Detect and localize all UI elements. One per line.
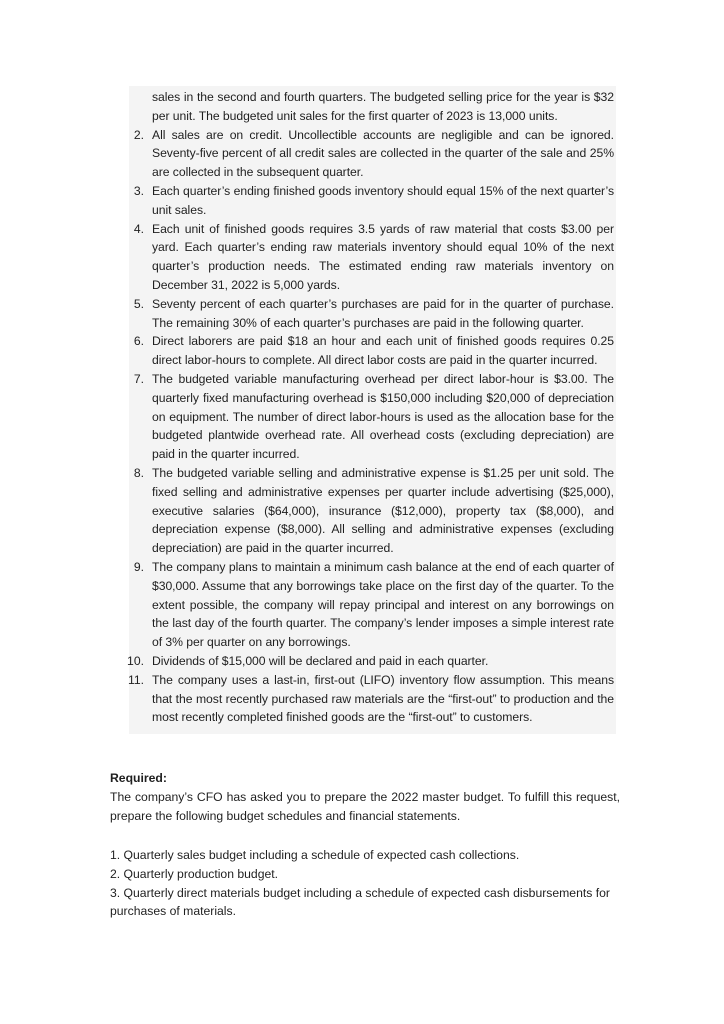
list-item-3 [0,182,724,220]
list-item-6 [0,332,724,370]
list-item-11 [0,671,724,727]
list-item-number: 8. [133,465,144,480]
list-item-text: The company uses a last-in, first-out (LIFO) inventory flow assumption. This means that the most recently purchased raw materials are the “first-out” to production and the most recently completed finished goods are the “first-out” to customers. [152,672,614,725]
required-list [110,846,620,921]
required-list-item: 3. Quarterly direct materials budget including a schedule of expected cash disbursements for purchases of materials. [110,885,610,919]
list-item-number: 7. [133,371,144,386]
list-item-number: 9. [133,559,144,574]
assumptions-list [0,88,724,727]
list-item-2 [0,126,724,182]
list-item-text: The budgeted variable manufacturing overhead per direct labor-hour is $3.00. The quarterly fixed manufacturing overhead is $150,000 including $20,000 of depreciation on equipment. The number of direct labor-hours is used as the allocation base for the budgeted plantwide overhead rate. All overhead costs (excluding depreciation) are paid in the quarter incurred. [152,371,614,462]
list-item-number: 10. [127,653,144,668]
list-item-number: 11. [127,672,144,687]
required-heading: Required: [110,771,167,785]
list-item-8 [0,464,724,558]
list-item-text: All sales are on credit. Uncollectible accounts are negligible and can be ignored. Seventy-five percent of all credit sales are collected in the quarter of the sale and 25% are collected in the subsequent quarter. [152,127,614,180]
list-item-text: sales in the second and fourth quarters. The budgeted selling price for the year is $32 per unit. The budgeted unit sales for the first quarter of 2023 is 13,000 units. [152,90,614,123]
list-item-text: Direct laborers are paid $18 an hour and each unit of finished goods requires 0.25 direct labor-hours to complete. All direct labor costs are paid in the quarter incurred. [152,334,614,368]
list-item-number: 4. [133,221,144,236]
list-item-text: The budgeted variable selling and administrative expense is $1.25 per unit sold. The fixed selling and administrative expenses per quarter include advertising ($25,000), executive salaries ($64,000), insurance ($12,000), property tax ($8,000), and depreciation expense ($8,000). All selling and administrative expenses (excluding depreciation) are paid in the quarter incurred. [152,465,614,556]
required-list-item: 1. Quarterly sales budget including a schedule of expected cash collections. [110,848,520,862]
list-item-7 [0,370,724,464]
list-item-5 [0,295,724,333]
list-item-10 [0,652,724,671]
list-item-continuation [0,88,724,126]
list-item-text: Each unit of finished goods requires 3.5 yards of raw material that costs $3.00 per yard. Each quarter’s ending raw materials inventory should equal 10% of the next quarter’s production needs. The estimated ending raw materials inventory on December 31, 2022 is 5,000 yards. [152,221,614,292]
list-item-number: 3. [133,183,144,198]
list-item-text: Seventy percent of each quarter’s purchases are paid for in the quarter of purchase. The remaining 30% of each quarter’s purchases are paid in the following quarter. [152,296,614,330]
required-paragraph: The company’s CFO has asked you to prepare the 2022 master budget. To fulfill this request, prepare the following budget schedules and financial statements. [110,789,620,823]
list-item-number: 2. [133,127,144,142]
list-item-text: The company plans to maintain a minimum cash balance at the end of each quarter of $30,000. Assume that any borrowings take place on the first day of the quarter. To the extent possible, the company will repay principal and interest on any borrowings on the last day of the fourth quarter. The company’s lender imposes a simple interest rate of 3% per quarter on any borrowings. [152,559,614,650]
list-item-9 [0,558,724,652]
list-item-text: Dividends of $15,000 will be declared and paid in each quarter. [152,653,489,668]
required-list-item: 2. Quarterly production budget. [110,866,279,881]
list-item-text: Each quarter’s ending finished goods inventory should equal 15% of the next quarter’s unit sales. [152,183,614,217]
list-item-4 [0,220,724,295]
required-section [110,769,620,825]
list-item-number: 6. [133,334,144,349]
list-item-number: 5. [133,296,144,311]
